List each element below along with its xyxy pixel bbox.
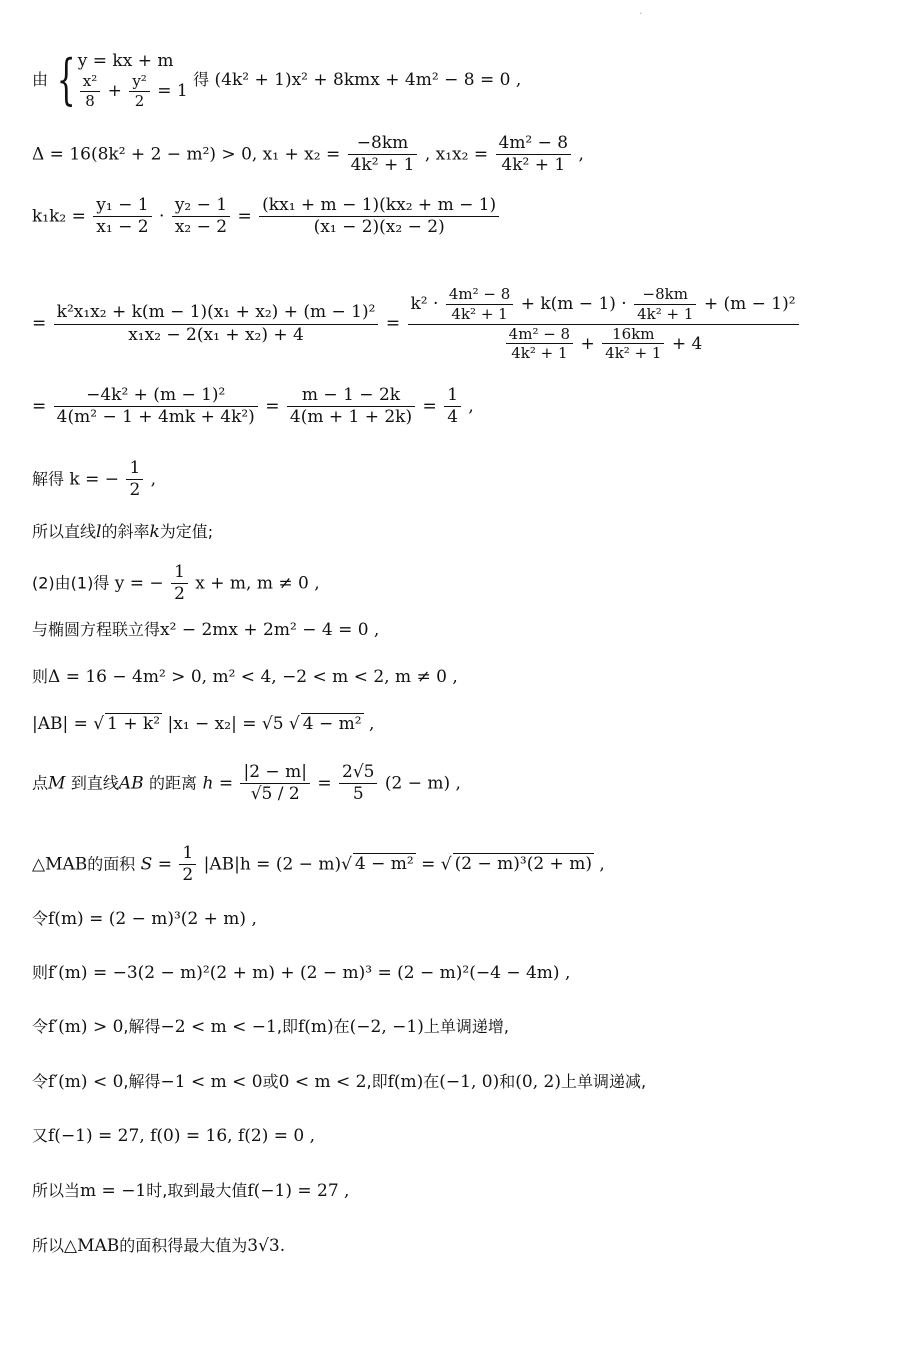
math-text: = — [237, 206, 252, 227]
math-text: |AB|h = (2 − m)√ — [203, 854, 352, 875]
math-text: Δ = 16(8k² + 2 − m²) > 0, x₁ + x₂ = — [32, 144, 341, 165]
fraction — [496, 133, 572, 177]
math-text: √5 / 2 — [250, 784, 300, 805]
math-text: 到直线 — [70, 773, 119, 793]
math-text: 4k² + 1 — [451, 304, 508, 323]
math-text: 时,取到最大值 — [146, 1181, 248, 1200]
math-text: 令 — [32, 1017, 49, 1036]
line-final — [32, 1233, 285, 1256]
math-text: y₂ − 1 — [172, 195, 230, 217]
math-text: x² − 2mx + 2m² − 4 = 0 , — [160, 620, 380, 640]
math-text: 1 + k² — [107, 714, 161, 734]
math-text: AB — [118, 773, 144, 794]
math-text: · — [159, 206, 165, 227]
fraction — [287, 385, 415, 429]
line-max — [32, 1178, 349, 1201]
math-text: , — [468, 396, 474, 417]
math-text: x₁ − 2 — [96, 217, 149, 238]
equation-system — [53, 50, 187, 111]
math-text: 4k² + 1 — [605, 344, 662, 363]
fraction — [129, 72, 150, 111]
math-text: 和 — [499, 1072, 516, 1091]
fraction — [348, 133, 418, 177]
math-text: 又 — [32, 1126, 49, 1145]
math-text: = — [317, 773, 332, 794]
math-text: |AB| = √ — [32, 714, 105, 734]
math-text: f′(m) = −3(2 − m)²(2 + m) + (2 − m)³ = (2 − m)²(−4 − 4m) , — [48, 963, 571, 983]
math-text: 5 — [352, 784, 364, 805]
math-text: + k(m − 1) · — [520, 293, 627, 314]
math-text: . — [279, 1236, 286, 1256]
math-text: f(m) = (2 − m)³(2 + m) , — [48, 909, 257, 929]
math-text: + — [107, 80, 122, 101]
math-text: 3√3 — [247, 1236, 280, 1256]
fraction — [171, 562, 188, 606]
math-text: −4k² + (m − 1)² — [54, 385, 258, 407]
math-text: 4k² + 1 — [350, 155, 415, 176]
math-text: x² — [80, 72, 100, 92]
line-solve-k — [32, 458, 156, 502]
math-text: (−1, 0) — [439, 1072, 500, 1092]
math-text: 1 — [171, 562, 188, 584]
math-text: 的面积得最大值为 — [119, 1236, 248, 1255]
math-text: , — [599, 854, 605, 875]
math-text: x₁x₂ − 2(x₁ + x₂) + 4 — [128, 324, 304, 345]
math-text: |2 − m| — [240, 762, 309, 784]
line-combine — [32, 617, 379, 640]
line-decreasing — [32, 1069, 646, 1092]
fraction — [126, 458, 143, 502]
fraction — [259, 195, 499, 239]
math-text: k²x₁x₂ + k(m − 1)(x₁ + x₂) + (m − 1)² — [54, 302, 379, 324]
fraction — [93, 195, 151, 239]
math-text: k — [149, 522, 160, 542]
math-text: 2 — [174, 584, 185, 605]
math-text: △MAB — [32, 854, 88, 875]
fraction — [179, 843, 196, 887]
math-text: 1 — [179, 843, 196, 865]
math-text: = 1 — [157, 80, 188, 101]
fraction — [506, 325, 573, 364]
math-text: 得 — [193, 69, 210, 89]
math-text: ,即 — [276, 1017, 298, 1036]
fraction — [446, 285, 513, 324]
fraction — [54, 385, 258, 429]
fraction — [444, 385, 461, 429]
math-text: , — [368, 714, 375, 734]
line-area — [32, 843, 605, 887]
math-text: + — [580, 333, 595, 354]
math-text: y = kx + m — [77, 51, 174, 71]
math-text: 2 — [182, 865, 194, 886]
math-text: 0 < m < 2 — [278, 1072, 367, 1092]
math-text: x + m, m ≠ 0 , — [195, 573, 320, 594]
line-expand — [32, 285, 801, 363]
math-text: 上单调递减, — [560, 1072, 647, 1091]
fraction — [80, 72, 100, 111]
math-text: f(−1) = 27, f(0) = 16, f(2) = 0 , — [48, 1126, 316, 1146]
math-text: f(−1) = 27 , — [247, 1181, 350, 1201]
math-text: l — [96, 522, 102, 542]
math-text: k² · — [410, 293, 439, 314]
math-text: f′(m) > 0 — [48, 1017, 124, 1037]
math-text: + 4 — [671, 333, 703, 354]
fraction — [54, 302, 379, 346]
math-text: 1 — [126, 458, 143, 480]
math-text: 令 — [32, 909, 49, 928]
line-system — [32, 50, 521, 111]
math-text: = √ — [421, 854, 452, 875]
math-text: −8km — [634, 285, 696, 305]
math-text: 4k² + 1 — [511, 344, 568, 363]
math-text: y² — [129, 72, 150, 92]
math-text: 4(m² − 1 + 4mk + 4k²) — [56, 407, 255, 428]
fraction — [602, 325, 664, 364]
math-text: (−2, −1) — [349, 1017, 424, 1037]
fraction — [634, 285, 696, 324]
math-text: 则 — [32, 667, 49, 686]
math-text: (kx₁ + m − 1)(kx₂ + m − 1) — [259, 195, 499, 217]
math-text: 4 — [447, 407, 459, 428]
fraction — [172, 195, 230, 239]
math-text: 上单调递增, — [423, 1017, 509, 1036]
math-text: 解得 — [32, 469, 65, 489]
line-range — [32, 664, 458, 687]
line-derivative — [32, 960, 570, 983]
line-ab-length — [32, 713, 374, 734]
math-text: M — [48, 773, 66, 794]
line-distance — [32, 762, 461, 806]
brace-icon: { — [57, 48, 77, 112]
math-text: 1 — [444, 385, 461, 407]
line-increasing — [32, 1014, 509, 1037]
math-text: 令 — [32, 1072, 49, 1091]
math-text: 所以直线 — [32, 522, 97, 541]
math-text: = — [265, 396, 280, 417]
math-text: (2)由(1)得 — [32, 573, 110, 593]
line-part2 — [32, 562, 320, 606]
math-text: 点 — [32, 773, 49, 793]
math-text: 的面积 — [87, 854, 136, 874]
math-text: |x₁ − x₂| = √5 √ — [167, 714, 300, 734]
math-text: 16km — [602, 325, 664, 345]
math-text: ,即 — [366, 1072, 388, 1091]
math-text: 4m² − 8 — [506, 325, 573, 345]
math-text: −1 < m < 0 — [160, 1072, 263, 1092]
math-text: ,解得 — [123, 1017, 161, 1036]
math-text: m = −1 — [80, 1181, 147, 1201]
math-text: f′(m) < 0 — [48, 1072, 124, 1092]
math-text: f(m) — [297, 1017, 334, 1037]
math-text: 4k² + 1 — [501, 155, 566, 176]
math-text: 在 — [423, 1072, 440, 1091]
math-text: (2 − m) , — [384, 773, 461, 794]
math-text: S = — [140, 854, 172, 875]
math-text: x₂ − 2 — [174, 217, 228, 238]
math-text: (0, 2) — [515, 1072, 561, 1092]
page-mark: , — [640, 8, 642, 15]
line-simplify — [32, 385, 474, 429]
compound-fraction — [408, 285, 799, 363]
math-text: 2 — [134, 91, 145, 110]
line-values — [32, 1123, 315, 1146]
fraction — [339, 762, 377, 806]
math-text: h = — [202, 773, 234, 794]
math-text: y₁ − 1 — [93, 195, 151, 217]
math-text: Δ = 16 − 4m² > 0, m² < 4, −2 < m < 2, m ≠ 0 , — [48, 667, 458, 687]
line-k1k2 — [32, 195, 501, 239]
math-text: 4 − m² — [354, 854, 414, 875]
math-text: 4(m + 1 + 2k) — [289, 407, 413, 428]
math-text: △MAB — [64, 1236, 120, 1256]
math-text: −2 < m < −1 — [160, 1017, 277, 1037]
math-text: = — [32, 396, 47, 417]
math-text: 的斜率 — [101, 522, 150, 541]
math-text: , — [578, 144, 584, 165]
math-text: (2 − m)³(2 + m) — [454, 854, 592, 875]
math-text: 所以当 — [32, 1181, 81, 1200]
math-text: y = − — [114, 573, 164, 594]
math-text: 所以 — [32, 1236, 65, 1255]
math-text: = — [32, 313, 47, 334]
fraction — [240, 762, 309, 806]
math-text: 在 — [333, 1017, 350, 1036]
math-text: = — [422, 396, 437, 417]
math-text: 4 − m² — [302, 714, 362, 734]
math-text: (4k² + 1)x² + 8kmx + 4m² − 8 = 0 , — [214, 69, 522, 90]
math-text: ,解得 — [123, 1072, 161, 1091]
line-conclusion-1 — [32, 519, 213, 542]
math-text: 由 — [32, 69, 49, 89]
line-discriminant — [32, 133, 584, 177]
math-text: 则 — [32, 963, 49, 982]
math-text: , x₁x₂ = — [424, 144, 489, 165]
math-text: 4m² − 8 — [496, 133, 572, 155]
math-text: + (m − 1)² — [703, 293, 796, 314]
math-text: k₁k₂ = — [32, 206, 86, 227]
math-text: k = − — [69, 469, 120, 490]
math-text: 2 — [129, 480, 141, 501]
math-text: m − 1 − 2k — [287, 385, 415, 407]
math-text: 的距离 — [149, 773, 198, 793]
math-text: −8km — [348, 133, 418, 155]
math-text: 或 — [262, 1072, 279, 1091]
math-text: 与椭圆方程联立得 — [32, 620, 161, 639]
math-text: 4m² − 8 — [446, 285, 513, 305]
math-text: 8 — [85, 91, 95, 110]
math-text: 为定值; — [159, 522, 214, 541]
math-text: 2√5 — [339, 762, 377, 784]
math-text: (x₁ − 2)(x₂ − 2) — [313, 217, 445, 238]
math-text: , — [150, 469, 157, 490]
math-text: f(m) — [387, 1072, 424, 1092]
line-define-f — [32, 906, 257, 929]
math-text: = — [385, 313, 401, 334]
math-text: 4k² + 1 — [637, 304, 694, 323]
